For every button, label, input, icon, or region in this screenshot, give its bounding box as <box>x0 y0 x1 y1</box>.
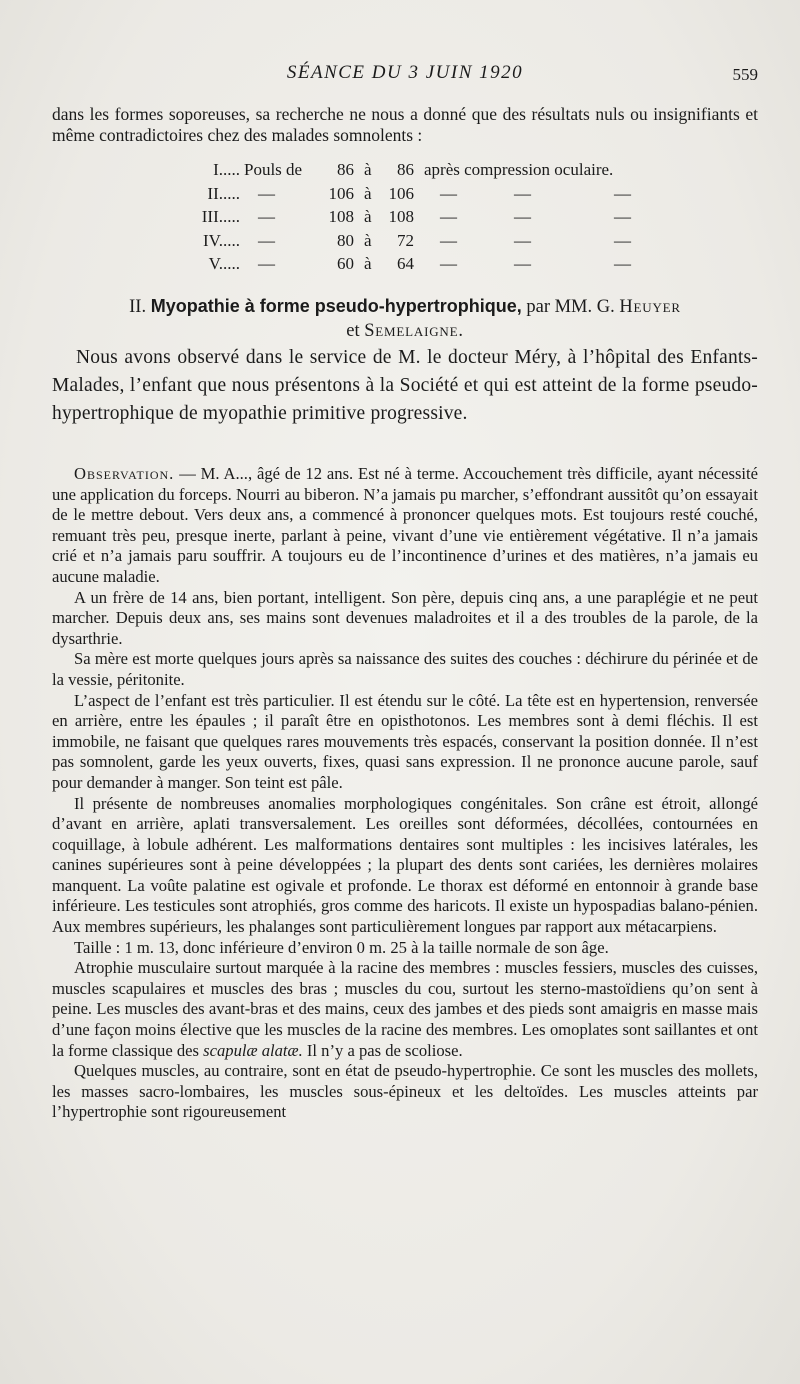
atrophy-latin-term: scapulæ alatæ. <box>203 1040 303 1060</box>
family-paragraph: A un frère de 14 ans, bien portant, intelligent. Son père, depuis cinq ans, a une paraplégie et ne peut marcher. Depuis deux ans, ses mains sont devenues maladroites et il a des troubles de la parole, de la dysarthrie. <box>52 587 758 648</box>
pulse-ditto-dash: — <box>258 207 275 226</box>
pulse-ditto-dash: — <box>258 254 275 273</box>
pulse-ditto-dash: — <box>440 183 457 203</box>
section-and: et <box>346 321 360 341</box>
page-header <box>52 62 758 88</box>
intro-paragraph <box>52 104 758 146</box>
section-title: Myopathie à forme pseudo-hypertrophique, <box>150 296 522 316</box>
section-title-line-2 <box>52 319 758 343</box>
pulse-before: 60 <box>337 254 354 273</box>
running-head: SÉANCE DU 3 JUIN 1920 <box>286 62 524 83</box>
observation-text: — M. A..., âgé de 12 ans. Est né à terme. Accouchement très difficile, ayant nécessité une application du forceps. Nourri au biberon. N’a jamais pu marcher, s’effondrant aussitôt qu’on essayait de le mettre debout. Vers deux ans, a commencé à prononcer quelques mots. Est toujours resté couché, remuant très peu, presque inerte, parlant à peine, vivant d’une vie entièrement végétative. Il n’a jamais crié et n’a jamais paru souffrir. A toujours eu de l’incontinence d’urines et des matières, n’a jamais eu aucune maladie. <box>52 464 759 586</box>
section-author-2: Semelaigne. <box>364 321 464 341</box>
pulse-row-label: I..... <box>213 160 240 179</box>
pulse-after: 72 <box>397 230 414 250</box>
pulse-ditto-dash: — <box>514 230 531 250</box>
pulse-ditto-dash: — <box>614 230 631 250</box>
pulse-separator: à <box>364 230 372 250</box>
observation-label: Observation. <box>74 464 175 483</box>
anomalies-paragraph: Il présente de nombreuses anomalies morphologiques congénitales. Son crâne est étroit, allongé d’avant en arrière, aplati transversalement. Les oreilles sont déformées, décollées, contournées en coquillage, à lobule adhérent. Les malformations dentaires sont multiples : les incisives latérales, les canines supérieures sont à peine développées ; la plupart des dents sont cariées, les dernières molaires manquent. La voûte palatine est ogivale et profonde. Le thorax est déformé en entonnoir à grande base inférieure. Les testicules sont atrophiés, gros comme des haricots. Il existe un hypospadias balano-pénien. Aux membres supérieurs, les phalanges sont particulièrement longues par rapport aux métacarpiens. <box>52 793 758 937</box>
pulse-row-label: IV..... <box>203 230 240 250</box>
pulse-separator: à <box>364 254 372 273</box>
pulse-ditto-dash: — <box>614 183 631 203</box>
atrophy-paragraph <box>52 958 758 1061</box>
observation-section <box>52 464 758 1123</box>
pulse-ditto-dash: — <box>614 207 631 226</box>
pulse-after: 106 <box>388 183 414 203</box>
lead-paragraph <box>52 344 758 428</box>
pulse-separator: à <box>364 207 372 226</box>
section-author-1: Heuyer <box>619 297 681 317</box>
pulse-word: Pouls de <box>244 160 303 179</box>
pulse-row-label: III..... <box>201 207 240 226</box>
pulse-after-text: après compression oculaire. <box>424 160 614 179</box>
pulse-before: 108 <box>328 207 354 226</box>
pulse-separator: à <box>364 160 372 179</box>
section-title-line-1 <box>52 294 758 319</box>
page-number: 559 <box>732 65 758 84</box>
pulse-after: 108 <box>388 207 414 226</box>
atrophy-text-end: Il n’y a pas de scoliose. <box>306 1040 463 1060</box>
pulse-row-label: V..... <box>208 254 240 273</box>
section-number: II. <box>129 297 147 317</box>
pulse-ditto-dash: — <box>514 207 531 226</box>
aspect-paragraph: L’aspect de l’enfant est très particulier. Il est étendu sur le côté. La tête est en hypertension, renversée en arrière, entre les épaules ; il paraît être en opisthotonos. Les membres sont à demi fléchis. Il est immobile, ne faisant que quelques rares mouvements très espacés, conservant la position donnée. Il n’est pas somnolent, garde les yeux ouverts, fixes, quasi sans expression. Il ne prononce aucune parole, sauf pour demander à manger. Son teint est pâle. <box>52 690 758 792</box>
pulse-ditto-dash: — <box>514 254 531 273</box>
pulse-after: 86 <box>397 160 414 179</box>
height-paragraph: Taille : 1 m. 13, donc inférieure d’environ 0 m. 25 à la taille normale de son âge. <box>74 937 609 957</box>
intro-text: dans les formes soporeuses, sa recherche ne nous a donné que des résultats nuls ou insignifiants et même contradictoires chez des malades somnolents : <box>52 104 758 145</box>
section-heading <box>52 294 758 343</box>
pulse-ditto-dash: — <box>440 207 457 226</box>
observation-paragraph <box>52 464 758 588</box>
pulse-row-label: II..... <box>207 183 240 203</box>
pulse-separator: à <box>364 183 372 203</box>
pulse-after: 64 <box>397 254 414 273</box>
pulse-ditto-dash: — <box>514 183 531 203</box>
pulse-ditto-dash: — <box>440 230 457 250</box>
pulse-ditto-dash: — <box>258 183 275 203</box>
atrophy-text: Atrophie musculaire surtout marquée à la racine des membres : muscles fessiers, muscles des cuisses, muscles scapulaires et muscles des bras ; muscles du cou, surtout les sterno-mastoïdiens qu’on sent à peine. Les muscles des avant-bras et des mains, ceux des jambes et des pieds sont amaigris en masse mais d’une façon moins élective que les muscles de la racine des membres. Les omoplates sont saillantes et ont la forme classique des <box>52 958 758 1060</box>
pulse-ditto-dash: — <box>614 254 631 273</box>
mother-paragraph: Sa mère est morte quelques jours après sa naissance des suites des couches : déchirure du périnée et de la vessie, péritonite. <box>52 649 758 689</box>
section-by: par MM. G. <box>526 297 615 317</box>
pulse-ditto-dash: — <box>258 230 275 250</box>
pulse-before: 106 <box>328 183 354 203</box>
pulse-before: 86 <box>337 160 354 179</box>
lead-text: Nous avons observé dans le service de M. le docteur Méry, à l’hôpital des Enfants-Malades, l’enfant que nous présentons à la Société et qui est atteint de la forme pseudo-hypertrophique de myopathie primitive progressive. <box>52 347 758 424</box>
pulse-ditto-dash: — <box>440 254 457 273</box>
pulse-before: 80 <box>337 230 354 250</box>
hypertrophy-paragraph: Quelques muscles, au contraire, sont en état de pseudo-hypertrophie. Ce sont les muscles des mollets, les masses sacro-lombaires, les muscles sous-épineux et les deltoïdes. Les muscles atteints par l’hypertrophie sont rigoureusement <box>52 1061 758 1122</box>
